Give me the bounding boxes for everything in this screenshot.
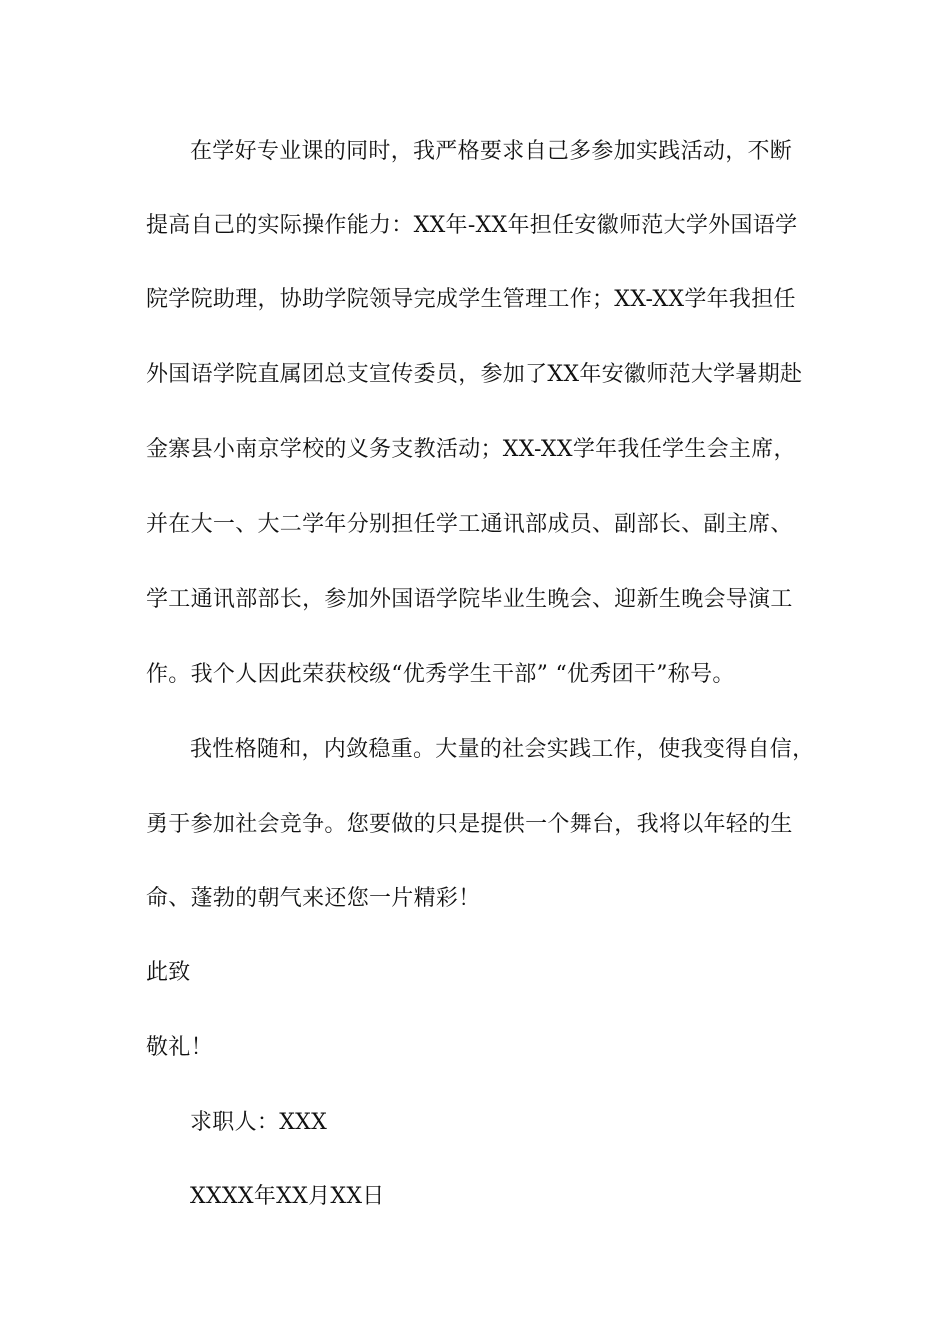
paragraph-line: 在学好专业课的同时，我严格要求自己多参加实践活动，不断: [190, 139, 793, 164]
paragraph-line: 提高自己的实际操作能力：XX年-XX年担任安徽师范大学外国语学: [146, 213, 798, 238]
paragraph-line: 我性格随和，内敛稳重。大量的社会实践工作，使我变得自信，: [190, 737, 815, 762]
paragraph-line: 金寨县小南京学校的义务支教活动；XX-XX学年我任学生会主席，: [146, 437, 796, 462]
paragraph-line: 学工通讯部部长，参加外国语学院毕业生晚会、迎新生晚会导演工: [146, 587, 793, 612]
closing-regards: 敬礼！: [146, 1035, 213, 1060]
paragraph-line: 并在大一、大二学年分别担任学工通讯部成员、副部长、副主席、: [146, 512, 793, 537]
date: XXXX年XX月XX日: [190, 1184, 385, 1209]
paragraph-line: 外国语学院直属团总支宣传委员，参加了XX年安徽师范大学暑期赴: [146, 362, 803, 387]
paragraph-line: 勇于参加社会竞争。您要做的只是提供一个舞台，我将以年轻的生: [146, 812, 793, 837]
closing-salutation: 此致: [146, 960, 191, 985]
signature: 求职人：XXX: [190, 1110, 328, 1135]
paragraph-line: 院学院助理，协助学院领导完成学生管理工作；XX-XX学年我担任: [146, 287, 796, 312]
paragraph-line: 命、蓬勃的朝气来还您一片精彩！: [146, 886, 481, 911]
paragraph-line: 作。我个人因此荣获校级“优秀学生干部” “优秀团干”称号。: [146, 662, 735, 687]
